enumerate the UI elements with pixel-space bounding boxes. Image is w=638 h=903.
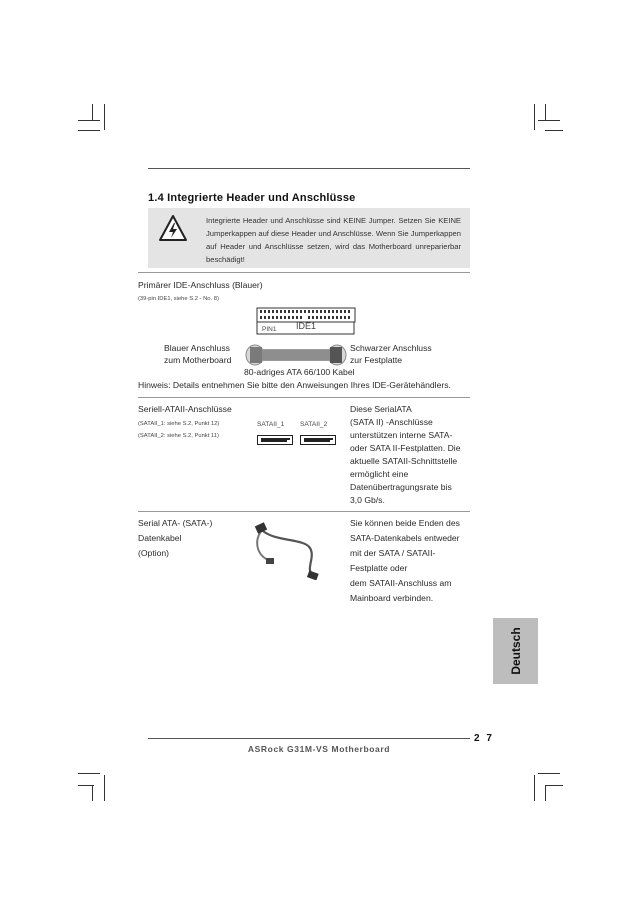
bottom-rule [148,738,470,739]
blue-connector-label-2: zum Motherboard [164,355,232,365]
ide-heading: Primärer IDE-Anschluss (Blauer) [138,280,263,290]
sata-cable-image [244,520,324,580]
sata-desc-line: Diese SerialATA [350,404,412,414]
sata2-reference: (SATAII_2: siehe S.2, Punkt 11) [138,433,219,439]
crop-mark [545,130,563,131]
sata-desc-line: Datenübertragungsrate bis [350,482,452,492]
sata-cable-label-line: (Option) [138,548,170,558]
crop-mark [78,773,100,774]
crop-mark [104,775,105,801]
sata-cable-desc-line: SATA-Datenkabels entweder [350,533,460,543]
sata-desc-line: (SATA II) -Anschlüsse [350,417,433,427]
ide1-label: IDE1 [296,321,317,331]
sata-cable-desc-line: Sie können beide Enden des [350,518,460,528]
sata1-reference: (SATAII_1: siehe S.2, Punkt 12) [138,421,220,427]
divider [138,272,470,273]
sata-cable-label-line: Datenkabel [138,533,182,543]
crop-mark [92,104,93,120]
sata-cable-label-line: Serial ATA- (SATA-) [138,518,213,528]
ide-cable-image [244,344,348,366]
sata-desc-line: oder SATA II-Festplatten. Die [350,443,461,453]
sataii-2-port [300,432,336,442]
cable-caption: 80-adriges ATA 66/100 Kabel [244,367,355,377]
blue-connector-label: Blauer Anschluss [164,343,230,353]
crop-mark [534,104,535,130]
sata-heading: Seriell-ATAII-Anschlüsse [138,404,232,414]
sata-desc-line: unterstützen interne SATA- [350,430,453,440]
sata-cable-desc-line: Festplatte oder [350,563,408,573]
ide-reference: (39-pin IDE1, siehe S.2 - No. 8) [138,296,219,302]
sata-cable-desc-line: mit der SATA / SATAII- [350,548,436,558]
black-connector-label: Schwarzer Anschluss [350,343,432,353]
crop-mark [78,120,100,121]
sataii-1-port [257,432,293,442]
sata-cable-desc-line: Mainboard verbinden. [350,593,434,603]
sataii-2-label: SATAII_2 [300,421,328,428]
top-rule [148,168,470,169]
crop-mark [545,785,546,801]
crop-mark [545,785,563,786]
sata-desc-line: 3,0 Gb/s. [350,495,385,505]
section-title: 1.4 Integrierte Header und Anschlüsse [148,192,356,204]
sata-cable-desc-line: dem SATAII-Anschluss am [350,578,452,588]
divider [138,397,470,398]
sata-desc-line: ermöglicht eine [350,469,409,479]
crop-mark [104,104,105,130]
pin1-label: PIN1 [262,326,277,333]
divider [138,511,470,512]
sataii-1-label: SATAII_1 [257,421,285,428]
ide-hint: Hinweis: Details entnehmen Sie bitte den Anweisungen Ihres IDE-Gerätehändlers. [138,380,451,390]
crop-mark [78,130,100,131]
page-number: 2 7 [474,733,494,744]
language-tab-label: Deutsch [508,627,523,675]
crop-mark [545,104,546,120]
footer-text: ASRock G31M-VS Motherboard [247,744,391,754]
crop-mark [534,775,535,801]
black-connector-label-2: zur Festplatte [350,355,403,365]
warning-icon [158,214,188,242]
sata-desc-line: aktuelle SATAII-Schnittstelle [350,456,458,466]
crop-mark [538,773,560,774]
crop-mark [92,785,93,801]
warning-text: Integrierte Header und Anschlüsse sind KEINE Jumper. Setzen Sie KEINE Jumperkappen auf diese Header und Anschlüsse. Wenn Sie Jumperkappen auf Header und Anschlüsse setzen, wird das Motherboard unreparierbar beschädigt! [206,216,461,264]
crop-mark [538,120,560,121]
language-tab [493,618,538,684]
